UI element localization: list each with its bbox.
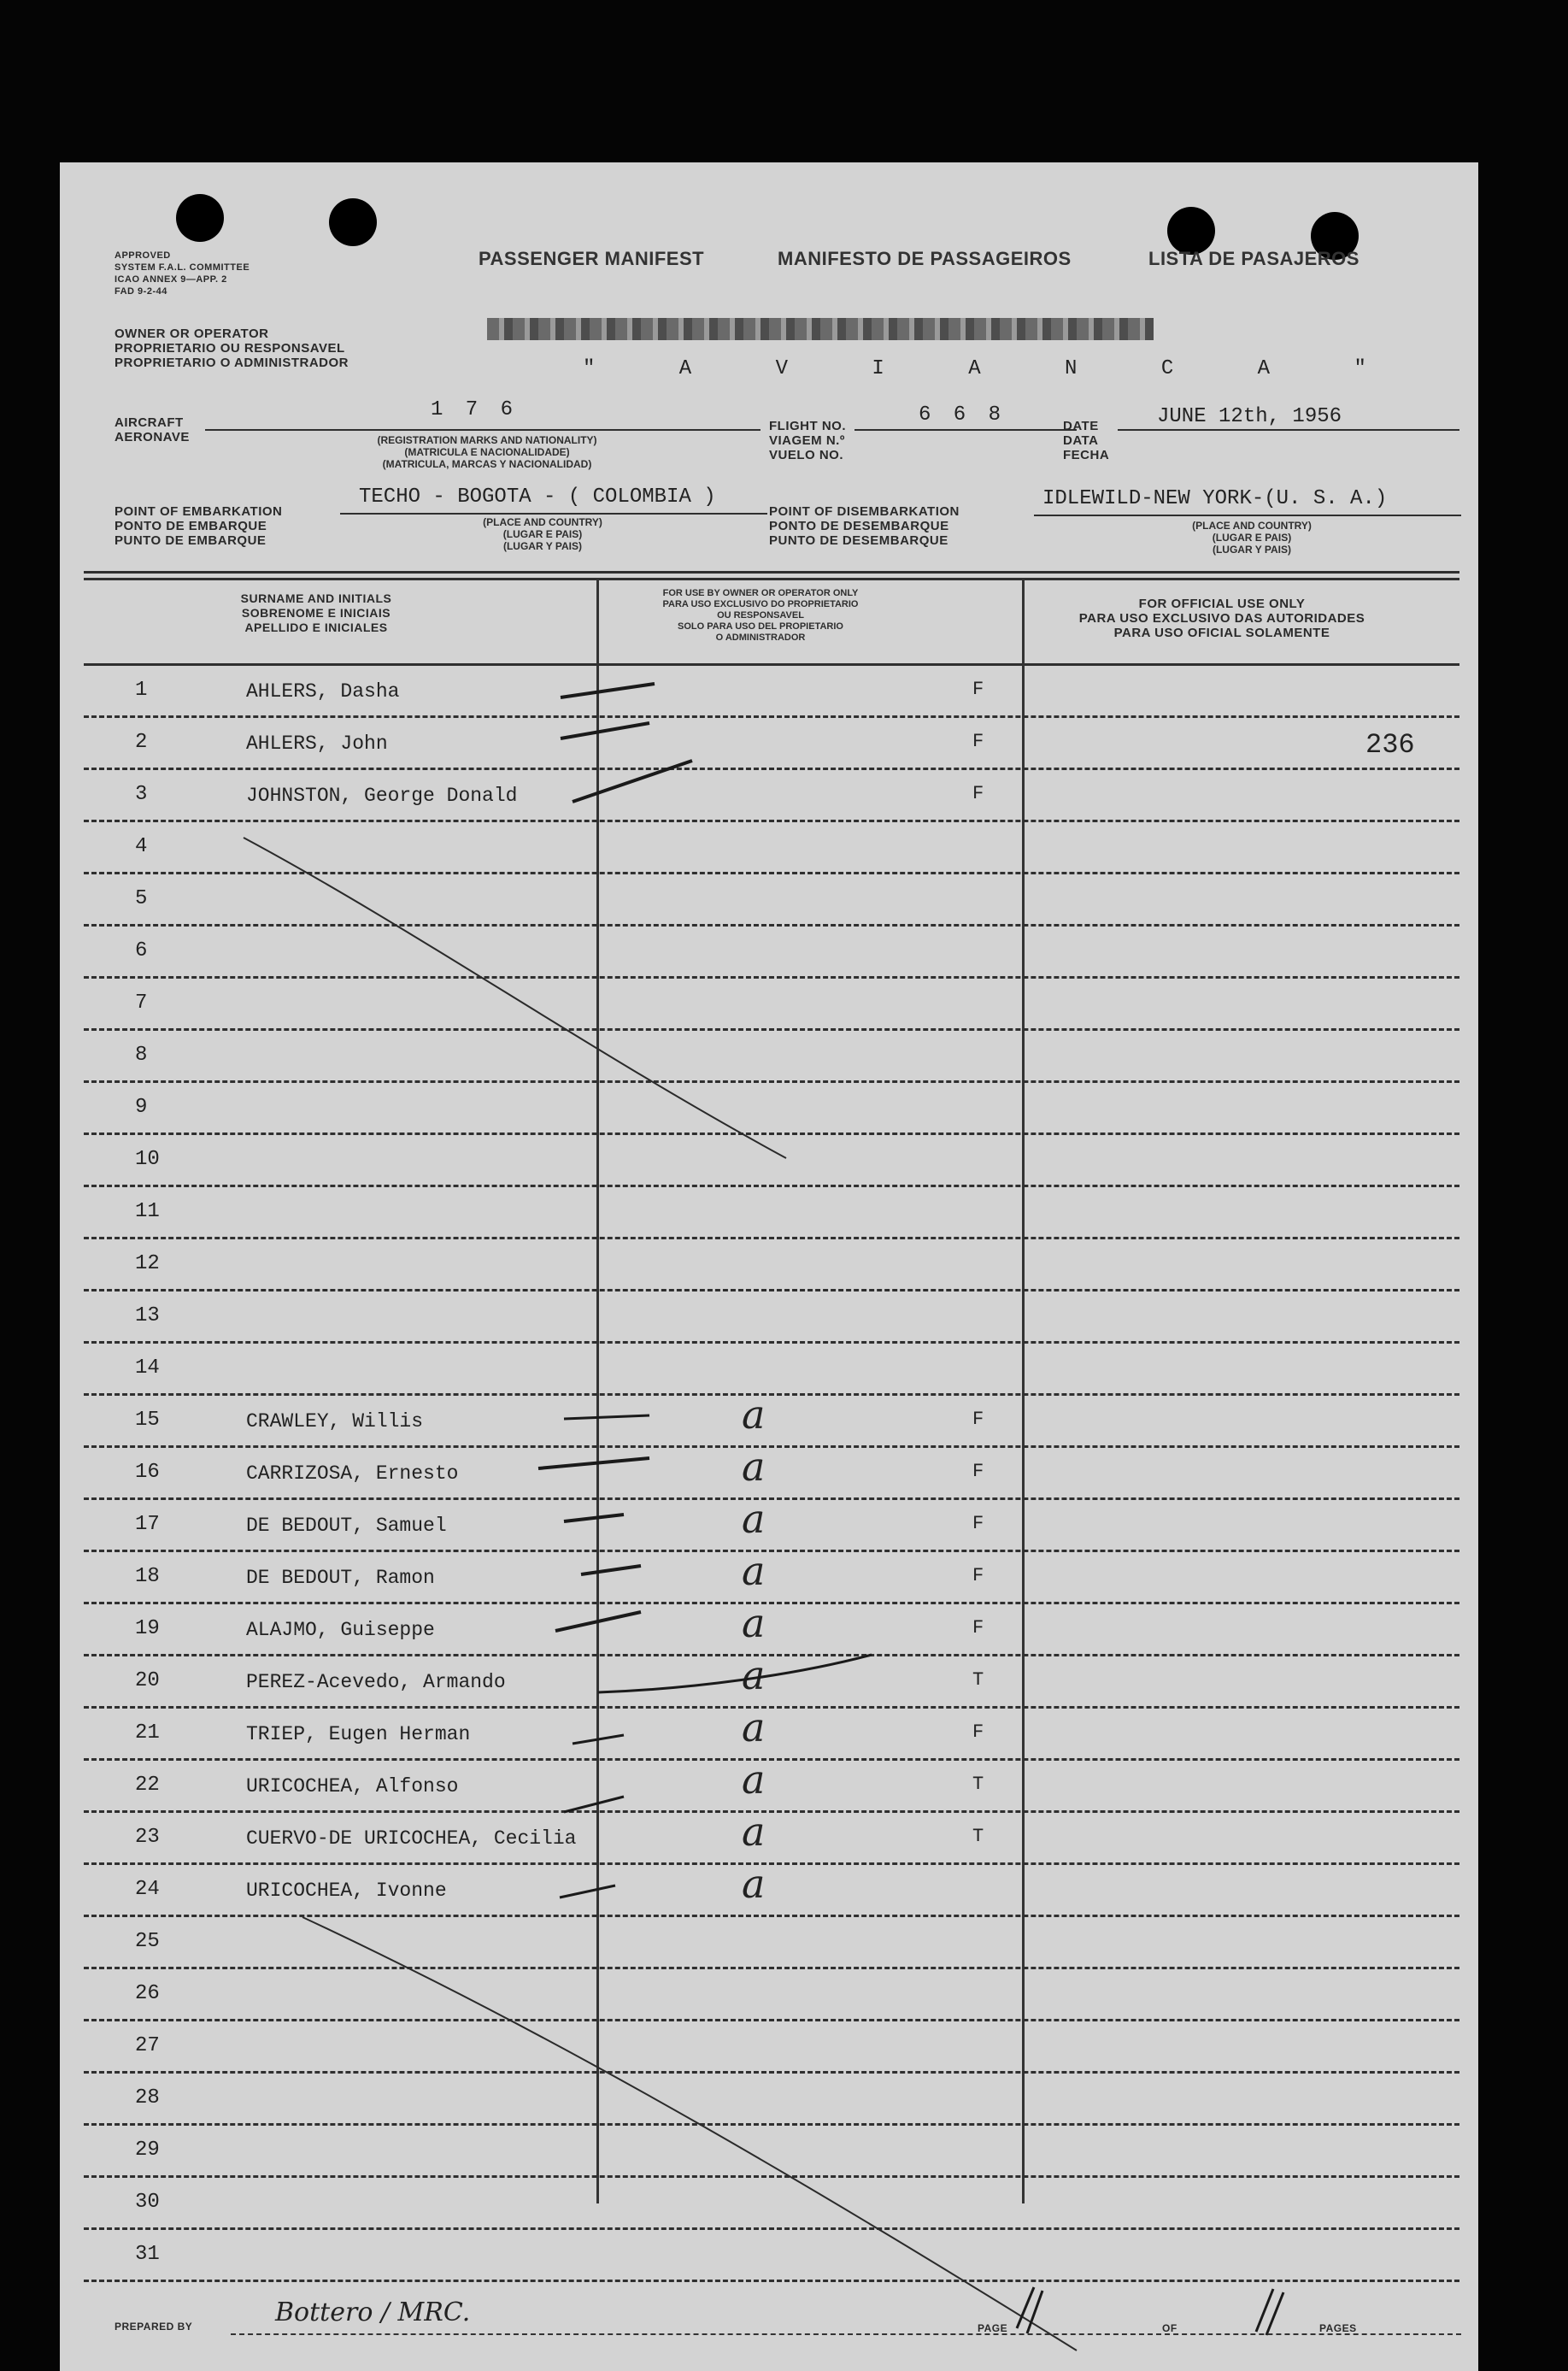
row-number: 23 xyxy=(135,1826,160,1849)
tick-mark xyxy=(564,1415,649,1419)
row-number: 25 xyxy=(135,1930,160,1953)
row-number: 7 xyxy=(135,991,148,1015)
handwritten-mark: a xyxy=(742,1861,766,1907)
passenger-code: T xyxy=(972,1826,984,1847)
passenger-name: JOHNSTON, George Donald xyxy=(246,785,518,807)
operator-name: " A V I A N C A " xyxy=(583,357,1402,380)
row-number: 10 xyxy=(135,1148,160,1171)
disembarkation-label: PONTO DE DESEMBARQUE xyxy=(769,519,949,533)
handwritten-mark: a xyxy=(742,1809,766,1855)
row-number: 13 xyxy=(135,1304,160,1327)
aircraft-value: 1 7 6 xyxy=(431,398,519,421)
handwritten-mark: a xyxy=(742,1704,766,1750)
preparer-signature: Bottero / MRC. xyxy=(275,2297,471,2327)
page-label: PAGE xyxy=(978,2322,1008,2334)
passenger-name: URICOCHEA, Alfonso xyxy=(246,1775,459,1797)
passenger-name: CRAWLEY, Willis xyxy=(246,1410,424,1433)
embarkation-sub-line: (PLACE AND COUNTRY) xyxy=(483,516,602,528)
passenger-name: AHLERS, Dasha xyxy=(246,680,400,703)
tick-mark xyxy=(538,1458,649,1468)
passenger-code: F xyxy=(972,731,984,752)
cancel-stroke xyxy=(302,1917,1077,2350)
row-number: 5 xyxy=(135,887,148,910)
row-number: 11 xyxy=(135,1200,160,1223)
date-value: JUNE 12th, 1956 xyxy=(1157,405,1342,428)
approval-line: APPROVED xyxy=(115,250,171,261)
row-number: 27 xyxy=(135,2034,160,2057)
aircraft-sub-line: (REGISTRATION MARKS AND NATIONALITY) xyxy=(377,434,597,446)
col-header-line: OU RESPONSAVEL xyxy=(717,610,804,621)
row-number: 22 xyxy=(135,1774,160,1797)
col-header-line: SOLO PARA USO DEL PROPIETARIO xyxy=(678,621,843,632)
passenger-name: ALAJMO, Guiseppe xyxy=(246,1619,435,1641)
manifest-page xyxy=(60,162,1478,2371)
col-header-line: PARA USO EXCLUSIVO DAS AUTORIDADES xyxy=(1078,611,1365,626)
row-number: 9 xyxy=(135,1096,148,1119)
aircraft-sub-line: (MATRICULA E NACIONALIDADE) xyxy=(404,446,570,458)
col-header-line: O ADMINISTRADOR xyxy=(715,632,806,643)
embarkation-sub-line: (LUGAR Y PAIS) xyxy=(502,540,582,552)
passenger-name: DE BEDOUT, Samuel xyxy=(246,1515,447,1537)
tick-mark xyxy=(581,1566,641,1574)
passenger-code: T xyxy=(972,1774,984,1795)
handwritten-marks xyxy=(60,162,1478,2371)
row-number: 19 xyxy=(135,1617,160,1640)
disembarkation-value: IDLEWILD-NEW YORK-(U. S. A.) xyxy=(1042,487,1388,510)
aircraft-label: AERONAVE xyxy=(115,430,190,444)
passenger-name: DE BEDOUT, Ramon xyxy=(246,1567,435,1589)
page-tick xyxy=(1256,2289,1283,2335)
handwritten-mark: a xyxy=(742,1756,766,1803)
date-label: DATE xyxy=(1063,419,1099,433)
passenger-name: TRIEP, Eugen Herman xyxy=(246,1723,471,1745)
handwritten-mark: a xyxy=(742,1652,766,1698)
tick-mark xyxy=(564,1515,624,1521)
passenger-code: F xyxy=(972,1617,984,1639)
passenger-code: F xyxy=(972,1565,984,1586)
row-number: 24 xyxy=(135,1878,160,1901)
embarkation-value: TECHO - BOGOTA - ( COLOMBIA ) xyxy=(359,485,716,509)
passenger-name: CARRIZOSA, Ernesto xyxy=(246,1462,459,1485)
tick-mark xyxy=(561,723,649,738)
disembarkation-label: PUNTO DE DESEMBARQUE xyxy=(769,533,948,548)
col-header-line: SOBRENOME E INICIAIS xyxy=(241,606,391,620)
row-number: 6 xyxy=(135,939,148,962)
col-header-line: PARA USO EXCLUSIVO DO PROPRIETARIO xyxy=(662,599,859,609)
tick-mark xyxy=(560,1886,615,1897)
approval-line: SYSTEM F.A.L. COMMITTEE xyxy=(115,262,250,273)
page-number xyxy=(1051,2301,1066,2329)
row-number: 15 xyxy=(135,1409,160,1432)
aircraft-label: AIRCRAFT xyxy=(115,415,184,430)
pages-label: PAGES xyxy=(1319,2322,1357,2334)
tick-mark xyxy=(555,1612,641,1631)
flight-label: VUELO NO. xyxy=(769,448,844,462)
approval-line: FAD 9-2-44 xyxy=(115,286,167,297)
title-pt: MANIFESTO DE PASSAGEIROS xyxy=(778,248,1072,269)
disembarkation-sub-line: (LUGAR E PAIS) xyxy=(1212,532,1292,544)
official-entry: 236 xyxy=(1365,729,1415,761)
footer-rule xyxy=(231,2333,1461,2335)
row-number: 16 xyxy=(135,1461,160,1484)
passenger-code: F xyxy=(972,1409,984,1430)
col-header-line: SURNAME AND INITIALS xyxy=(240,591,392,605)
col-header-line: FOR USE BY OWNER OR OPERATOR ONLY xyxy=(662,588,859,598)
row-number: 31 xyxy=(135,2243,160,2266)
row-number: 28 xyxy=(135,2086,160,2109)
passenger-code: F xyxy=(972,679,984,700)
embarkation-label: PONTO DE EMBARQUE xyxy=(115,519,267,533)
date-label: DATA xyxy=(1063,433,1099,448)
passenger-name: PEREZ-Acevedo, Armando xyxy=(246,1671,506,1693)
cancel-stroke xyxy=(244,838,786,1158)
row-number: 12 xyxy=(135,1252,160,1275)
handwritten-mark: a xyxy=(742,1548,766,1594)
passenger-code: F xyxy=(972,1721,984,1743)
passenger-name: URICOCHEA, Ivonne xyxy=(246,1880,447,1902)
disembarkation-label: POINT OF DISEMBARKATION xyxy=(769,504,960,519)
tick-mark xyxy=(598,1655,872,1692)
disembarkation-sub-line: (PLACE AND COUNTRY) xyxy=(1192,520,1312,532)
flight-value: 6 6 8 xyxy=(919,403,1007,427)
row-number: 29 xyxy=(135,2139,160,2162)
row-number: 2 xyxy=(135,731,148,754)
passenger-code: T xyxy=(972,1669,984,1691)
flight-label: VIAGEM N.º xyxy=(769,433,845,448)
flight-label: FLIGHT NO. xyxy=(769,419,846,433)
aircraft-sub-line: (MATRICULA, MARCAS Y NACIONALIDAD) xyxy=(382,458,592,470)
col-header-line: PARA USO OFICIAL SOLAMENTE xyxy=(1113,626,1330,640)
row-number: 8 xyxy=(135,1044,148,1067)
owner-label: OWNER OR OPERATOR xyxy=(115,327,269,341)
col-header-line: FOR OFFICIAL USE ONLY xyxy=(1138,597,1306,611)
prepared-label: PREPARED BY xyxy=(115,2321,193,2333)
row-number: 14 xyxy=(135,1356,160,1380)
handwritten-mark: a xyxy=(742,1600,766,1646)
owner-label: PROPRIETARIO OU RESPONSAVEL xyxy=(115,341,345,356)
embarkation-label: POINT OF EMBARKATION xyxy=(115,504,283,519)
tick-mark xyxy=(561,684,655,697)
row-number: 20 xyxy=(135,1669,160,1692)
row-number: 3 xyxy=(135,783,148,806)
page-total xyxy=(1290,2301,1306,2329)
handwritten-mark: a xyxy=(742,1496,766,1542)
title-en: PASSENGER MANIFEST xyxy=(479,248,705,269)
handwritten-mark: a xyxy=(742,1391,766,1438)
row-number: 17 xyxy=(135,1513,160,1536)
row-number: 26 xyxy=(135,1982,160,2005)
title-es: LISTA DE PASAJEROS xyxy=(1148,248,1360,269)
approval-line: ICAO ANNEX 9—APP. 2 xyxy=(115,274,227,285)
tick-mark xyxy=(573,1735,624,1744)
embarkation-label: PUNTO DE EMBARQUE xyxy=(115,533,267,548)
passenger-code: F xyxy=(972,1461,984,1482)
owner-label: PROPRIETARIO O ADMINISTRADOR xyxy=(115,356,349,370)
row-number: 30 xyxy=(135,2191,160,2214)
row-number: 18 xyxy=(135,1565,160,1588)
handwritten-mark: a xyxy=(742,1444,766,1490)
date-label: FECHA xyxy=(1063,448,1110,462)
row-number: 4 xyxy=(135,835,148,858)
row-number: 1 xyxy=(135,679,148,702)
passenger-code: F xyxy=(972,1513,984,1534)
of-label: OF xyxy=(1162,2322,1177,2334)
row-number: 21 xyxy=(135,1721,160,1744)
passenger-code: F xyxy=(972,783,984,804)
col-header-line: APELLIDO E INICIALES xyxy=(244,621,388,634)
passenger-name: CUERVO-DE URICOCHEA, Cecilia xyxy=(246,1827,577,1850)
tick-mark xyxy=(564,1797,624,1812)
embarkation-sub-line: (LUGAR E PAIS) xyxy=(502,528,583,540)
passenger-name: AHLERS, John xyxy=(246,732,388,755)
tick-mark xyxy=(573,761,692,802)
disembarkation-sub-line: (LUGAR Y PAIS) xyxy=(1212,544,1291,556)
